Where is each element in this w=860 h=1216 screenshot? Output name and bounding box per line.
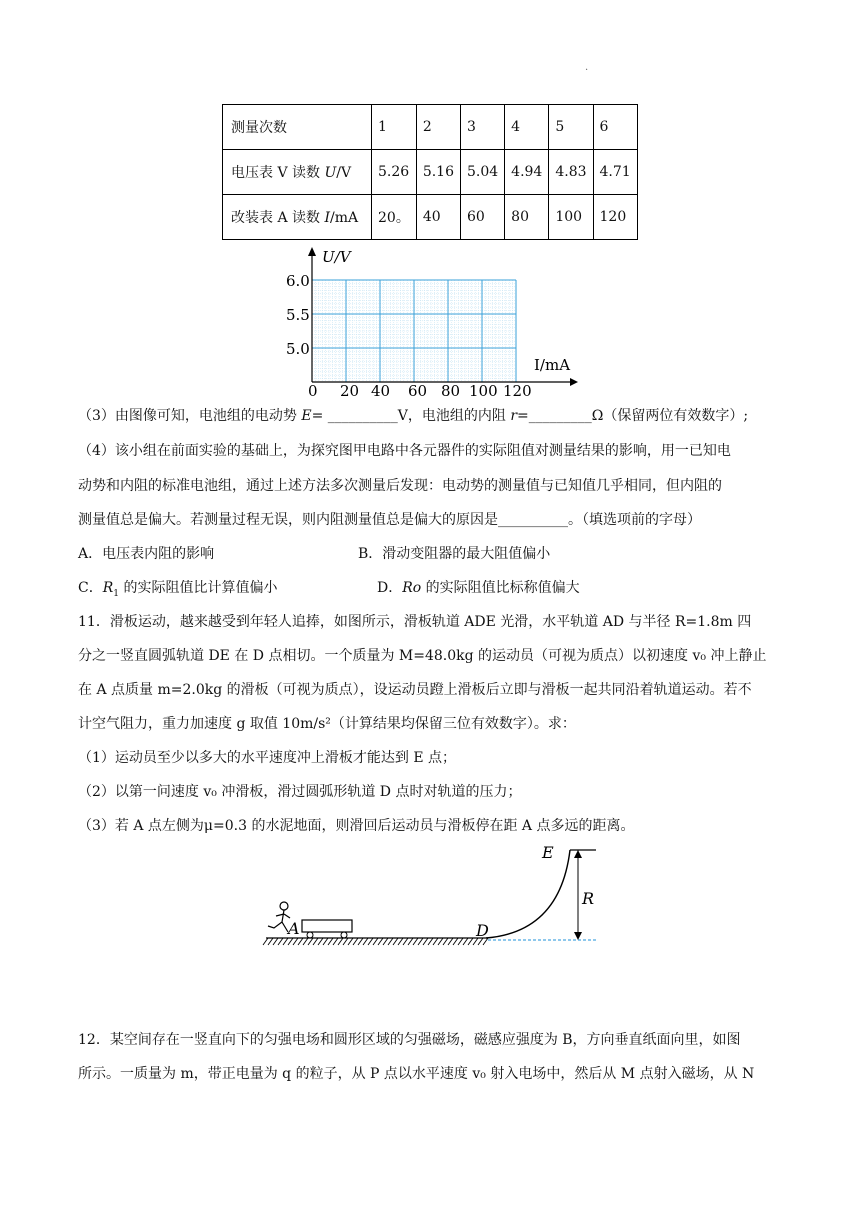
hatch-line <box>348 938 353 945</box>
option-c: C．$R_1$ 的实际阻值比计算值偏小 <box>78 580 278 599</box>
skateboard <box>302 920 352 932</box>
hatch-line <box>383 938 388 945</box>
hatch-line <box>398 938 403 945</box>
table-cell: 4.83 <box>549 150 593 195</box>
problem-11-question-1: （1）运动员至少以多大的水平速度冲上滑板才能达到 E 点； <box>78 750 457 766</box>
hatch-line <box>268 938 273 945</box>
hatch-line <box>448 938 453 945</box>
table-cell: 120 <box>593 195 637 240</box>
table-cell: 4 <box>505 105 549 150</box>
question-4-line-2: 动势和内阻的标准电池组，通过上述方法多次测量后发现：电动势的测量值与已知值几乎相同，但内阻的 <box>78 478 722 494</box>
hatch-line <box>463 938 468 945</box>
option-b: B．滑动变阻器的最大阻值偏小 <box>358 546 551 562</box>
hatch-line <box>288 938 293 945</box>
hatch-line <box>313 938 318 945</box>
table-cell: 1 <box>372 105 417 150</box>
hatch-line <box>393 938 398 945</box>
table-cell: 100 <box>549 195 593 240</box>
problem-11-line-1: 11．滑板运动，越来越受到年轻人追捧，如图所示，滑板轨道 ADE 光滑，水平轨道 AD 与半径 R=1.8m 四 <box>78 614 752 630</box>
hatch-line <box>443 938 448 945</box>
hatch-line <box>273 938 278 945</box>
table-cell: 5.26 <box>372 150 417 195</box>
hatch-line <box>298 938 303 945</box>
hatch-line <box>343 938 348 945</box>
y-tick-label: 5.0 <box>286 340 310 358</box>
label-r: R <box>582 889 595 908</box>
label-a: A <box>288 919 300 938</box>
x-tick-label: 100 <box>469 382 498 400</box>
table-header-cell: 改装表 A 读数 I/mA <box>223 195 372 240</box>
x-axis-arrow <box>570 378 578 386</box>
hatch-line <box>423 938 428 945</box>
label-d: D <box>476 921 489 940</box>
table-row <box>223 150 638 195</box>
header-dot: . <box>585 62 589 73</box>
hatch-line <box>418 938 423 945</box>
table-cell: 3 <box>461 105 505 150</box>
table-cell: 60 <box>461 195 505 240</box>
table-cell: 5.04 <box>461 150 505 195</box>
y-axis-label: U/V <box>322 248 351 266</box>
hatch-line <box>318 938 323 945</box>
wheel <box>307 932 313 938</box>
hatch-line <box>453 938 458 945</box>
hatch-line <box>428 938 433 945</box>
y-tick-label: 5.5 <box>286 306 310 324</box>
hatch-line <box>403 938 408 945</box>
ground-hatching <box>263 938 488 945</box>
x-axis-label: I/mA <box>534 356 571 374</box>
option-d: D．Ro 的实际阻值比标称值偏大 <box>377 580 580 596</box>
problem-11-line-3: 在 A 点质量 m=2.0kg 的滑板（可视为质点），设运动员蹬上滑板后立即与滑板一起共同沿着轨道运动。若不 <box>78 682 752 698</box>
skate-track-figure <box>260 840 610 960</box>
x-tick-label: 120 <box>503 382 532 400</box>
x-tick-label: 20 <box>340 382 360 400</box>
table-row <box>223 105 638 150</box>
hatch-line <box>278 938 283 945</box>
table-cell: 5.16 <box>416 150 460 195</box>
runner-icon <box>268 902 290 932</box>
hatch-line <box>468 938 473 945</box>
problem-11-line-4: 计空气阻力，重力加速度 g 取值 10m/s²（计算结果均保留三位有效数字）。求： <box>78 716 576 732</box>
table-header-cell: 电压表 V 读数 U/V <box>223 150 372 195</box>
hatch-line <box>388 938 393 945</box>
hatch-line <box>338 938 343 945</box>
hatch-line <box>303 938 308 945</box>
problem-12-line-1: 12．某空间存在一竖直向下的匀强电场和圆形区域的匀强磁场，磁感应强度为 B，方向垂直纸面向里，如图 <box>78 1032 741 1048</box>
hatch-line <box>358 938 363 945</box>
hatch-line <box>308 938 313 945</box>
hatch-line <box>283 938 288 945</box>
graph-paper <box>270 244 590 400</box>
problem-12-line-2: 所示。一质量为 m，带正电量为 q 的粒子，从 P 点以水平速度 v₀ 射入电场中，然后从 M 点射入磁场，从 N <box>78 1066 755 1082</box>
hatch-line <box>368 938 373 945</box>
table-cell: 2 <box>416 105 460 150</box>
hatch-line <box>323 938 328 945</box>
table-cell: 5 <box>549 105 593 150</box>
hatch-line <box>413 938 418 945</box>
table-cell: 20。 <box>372 195 417 240</box>
y-axis-arrow <box>308 247 316 256</box>
hatch-line <box>353 938 358 945</box>
option-a: A．电压表内阻的影响 <box>78 546 215 562</box>
hatch-line <box>363 938 368 945</box>
table-cell: 6 <box>593 105 637 150</box>
hatch-line <box>373 938 378 945</box>
problem-11-question-2: （2）以第一问速度 v₀ 冲滑板，滑过圆弧形轨道 D 点时对轨道的压力； <box>78 784 522 800</box>
hatch-line <box>408 938 413 945</box>
hatch-line <box>378 938 383 945</box>
x-tick-label: 0 <box>308 382 318 400</box>
problem-11-question-3: （3）若 A 点左侧为μ=0.3 的水泥地面，则滑回后运动员与滑板停在距 A 点多远的距离。 <box>78 818 635 834</box>
y-tick-label: 6.0 <box>286 272 310 290</box>
question-4-line-3: 测量值总是偏大。若测量过程无误，则内阻测量值总是偏大的原因是__________。（填选项前的字母） <box>78 512 701 528</box>
hatch-line <box>433 938 438 945</box>
hatch-line <box>438 938 443 945</box>
x-tick-label: 40 <box>371 382 391 400</box>
question-3: （3）由图像可知，电池组的电动势 E= __________V，电池组的内阻 r=_________Ω（保留两位有效数字）; <box>78 408 749 424</box>
radius-arrow-down <box>574 932 582 940</box>
quarter-arc-track <box>486 850 570 938</box>
table-row <box>223 195 638 240</box>
hatch-line <box>328 938 333 945</box>
hatch-line <box>263 938 268 945</box>
table-cell: 4.71 <box>593 150 637 195</box>
x-tick-label: 80 <box>441 382 461 400</box>
hatch-line <box>333 938 338 945</box>
problem-11-line-2: 分之一竖直圆弧轨道 DE 在 D 点相切。一个质量为 M=48.0kg 的运动员（可视为质点）以初速度 v₀ 冲上静止 <box>78 648 767 664</box>
label-e: E <box>542 843 554 862</box>
table-cell: 4.94 <box>505 150 549 195</box>
table-header-cell: 测量次数 <box>223 105 372 150</box>
radius-arrow-up <box>574 850 582 858</box>
question-4-line-1: （4）该小组在前面实验的基础上，为探究图甲电路中各元器件的实际阻值对测量结果的影响，用一已知电 <box>78 443 731 459</box>
x-tick-label: 60 <box>408 382 428 400</box>
hatch-line <box>458 938 463 945</box>
table-cell: 40 <box>416 195 460 240</box>
hatch-line <box>293 938 298 945</box>
wheel <box>341 932 347 938</box>
table-cell: 80 <box>505 195 549 240</box>
measurement-table <box>222 104 638 240</box>
